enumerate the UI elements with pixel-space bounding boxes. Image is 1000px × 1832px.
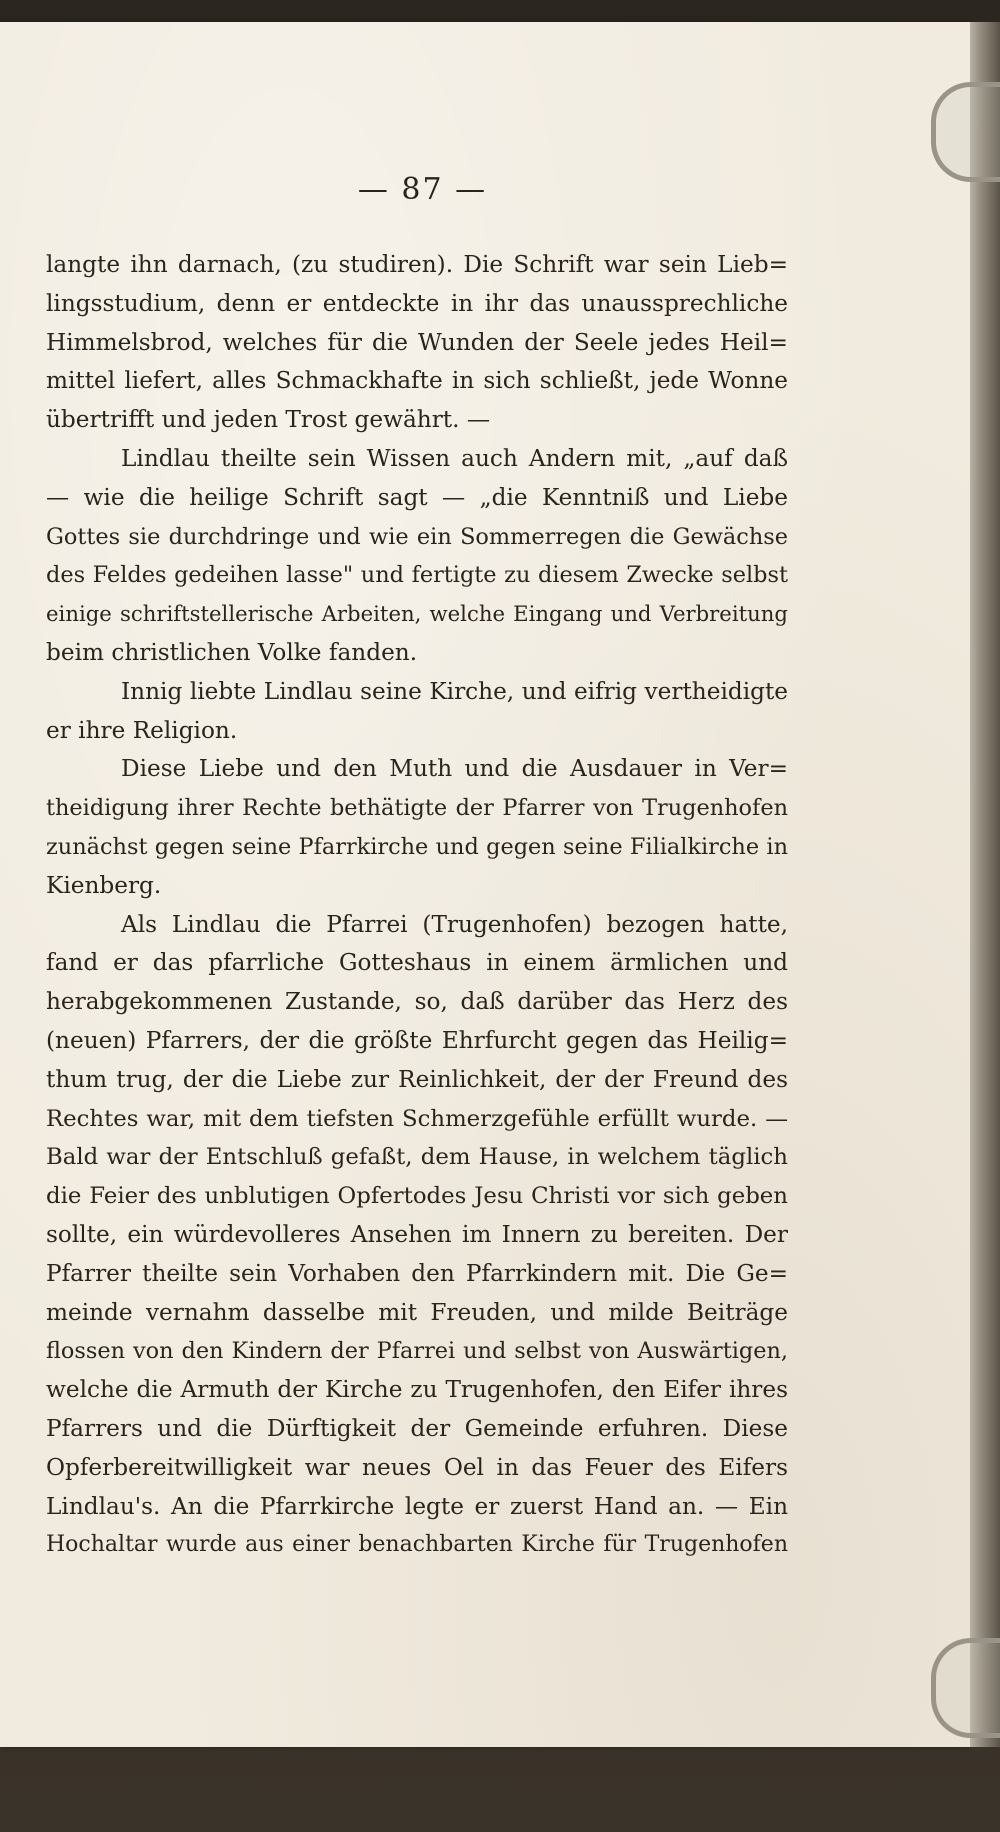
text-line: Lindlau's. An die Pfarrkirche legte er zuerst Hand an. — Ein [46, 1492, 788, 1520]
text-line: zunächst gegen seine Pfarrkirche und gegen seine Filialkirche in [46, 833, 788, 860]
text-line: Hochaltar wurde aus einer benachbarten Kirche für Trugenhofen [46, 1532, 788, 1558]
text-line: Pfarrers und die Dürftigkeit der Gemeinde erfuhren. Diese [46, 1414, 788, 1442]
text-line: Innig liebte Lindlau seine Kirche, und eifrig vertheidigte [121, 677, 788, 705]
text-line: er ihre Religion. [46, 716, 238, 744]
text-line: herabgekommenen Zustande, so, daß darüber das Herz des [46, 988, 788, 1016]
text-line: Diese Liebe und den Muth und die Ausdauer in Ver= [121, 755, 788, 783]
book-clasp-bottom [931, 1638, 1000, 1738]
text-line: Opferbereitwilligkeit war neues Oel in das Feuer des Eifers [46, 1453, 788, 1481]
page-number: — 87 — [357, 172, 488, 207]
text-line: Rechtes war, mit dem tiefsten Schmerzgefühle erfüllt wurde. — [46, 1105, 788, 1132]
text-line: theidigung ihrer Rechte bethätigte der Pfarrer von Trugenhofen [46, 795, 788, 822]
text-line: — wie die heilige Schrift sagt — „die Kenntniß und Liebe [46, 483, 788, 511]
text-line: übertrifft und jeden Trost gewährt. — [46, 406, 491, 434]
text-line: Pfarrer theilte sein Vorhaben den Pfarrkindern mit. Die Ge= [46, 1259, 788, 1287]
text-line: meinde vernahm dasselbe mit Freuden, und milde Beiträge [46, 1298, 788, 1326]
text-line: die Feier des unblutigen Opfertodes Jesu Christi vor sich geben [46, 1183, 788, 1210]
text-line: Lindlau theilte sein Wissen auch Andern mit, „auf daß [121, 444, 788, 472]
text-line: welche die Armuth der Kirche zu Trugenhofen, den Eifer ihres [46, 1376, 788, 1404]
page-edge [970, 22, 1000, 1747]
book-clasp-top [931, 82, 1000, 182]
text-line: thum trug, der die Liebe zur Reinlichkeit, der der Freund des [46, 1065, 788, 1093]
text-line: Kienberg. [46, 871, 162, 899]
text-line: des Feldes gedeihen lasse" und fertigte zu diesem Zwecke selbst [46, 562, 788, 589]
text-line: Himmelsbrod, welches für die Wunden der Seele jedes Heil= [46, 328, 788, 356]
text-line: Bald war der Entschluß gefaßt, dem Hause, in welchem täglich [46, 1144, 788, 1171]
text-line: mittel liefert, alles Schmackhafte in sich schließt, jede Wonne [46, 367, 788, 395]
text-line: Als Lindlau die Pfarrei (Trugenhofen) bezogen hatte, [121, 910, 788, 938]
body-text [46, 246, 788, 1565]
text-line: einige schriftstellerische Arbeiten, welche Eingang und Verbreitung [46, 601, 788, 627]
text-line: flossen von den Kindern der Pfarrei und selbst von Auswärtigen, [46, 1338, 788, 1365]
text-line: Gottes sie durchdringe und wie ein Sommerregen die Gewächse [46, 523, 788, 550]
text-line: (neuen) Pfarrers, der die größte Ehrfurcht gegen das Heilig= [46, 1026, 788, 1054]
text-line: lingsstudium, denn er entdeckte in ihr das unaussprechliche [46, 289, 788, 317]
text-line: sollte, ein würdevolleres Ansehen im Innern zu bereiten. Der [46, 1220, 788, 1248]
text-line: langte ihn darnach, (zu studiren). Die Schrift war sein Lieb= [46, 251, 788, 278]
text-line: fand er das pfarrliche Gotteshaus in einem ärmlichen und [46, 949, 788, 977]
text-line: beim christlichen Volke fanden. [46, 638, 418, 666]
